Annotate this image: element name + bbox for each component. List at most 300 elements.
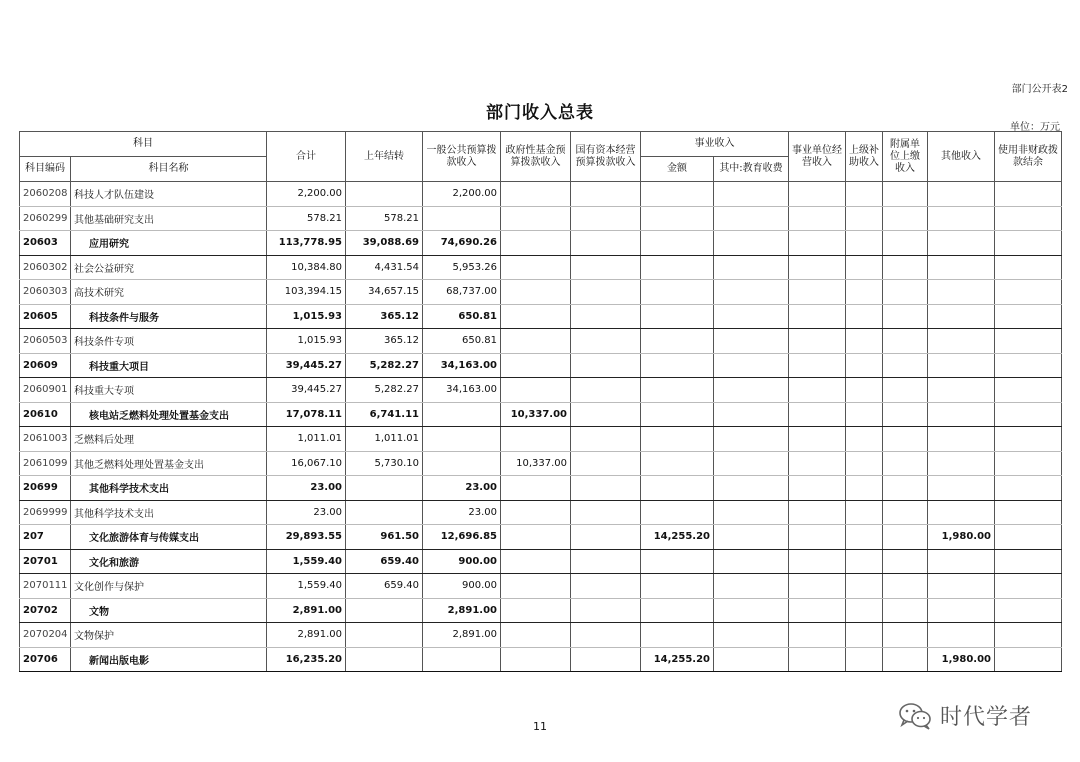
cell-total: 29,893.55 — [267, 525, 346, 550]
cell-aff — [883, 574, 928, 599]
cell-ops — [789, 231, 846, 256]
cell-ops — [789, 427, 846, 452]
cell-carry: 1,011.01 — [346, 427, 423, 452]
cell-ops — [789, 574, 846, 599]
cell-gen: 5,953.26 — [423, 255, 501, 280]
cell-aff — [883, 623, 928, 648]
cell-sub — [846, 500, 883, 525]
cell-carry — [346, 647, 423, 672]
cell-nf — [995, 598, 1062, 623]
header-amount: 金额 — [641, 157, 714, 182]
cell-name: 高技术研究 — [71, 280, 267, 305]
cell-name: 科技重大专项 — [71, 378, 267, 403]
cell-nf — [995, 427, 1062, 452]
cell-aff — [883, 378, 928, 403]
cell-sub — [846, 525, 883, 550]
cell-total: 16,067.10 — [267, 451, 346, 476]
cell-code: 207 — [20, 525, 71, 550]
cell-fund — [501, 280, 571, 305]
cell-carry: 365.12 — [346, 304, 423, 329]
cell-carry — [346, 500, 423, 525]
table-row — [20, 206, 1062, 231]
cell-nf — [995, 402, 1062, 427]
cell-sub — [846, 353, 883, 378]
cell-name: 文化和旅游 — [71, 549, 267, 574]
cell-amt — [641, 598, 714, 623]
cell-carry — [346, 598, 423, 623]
cell-edu — [714, 280, 789, 305]
cell-code: 2060503 — [20, 329, 71, 354]
cell-code: 20702 — [20, 598, 71, 623]
cell-edu — [714, 206, 789, 231]
cell-total: 23.00 — [267, 476, 346, 501]
cell-sub — [846, 476, 883, 501]
cell-code: 20603 — [20, 231, 71, 256]
income-table — [19, 131, 1062, 672]
cell-amt — [641, 427, 714, 452]
cell-fund — [501, 574, 571, 599]
table-row — [20, 329, 1062, 354]
cell-edu — [714, 476, 789, 501]
header-state-capital: 国有资本经营预算拨款收入 — [571, 132, 641, 182]
cell-amt — [641, 231, 714, 256]
cell-oth — [928, 427, 995, 452]
header-general-budget: 一般公共预算拨款收入 — [423, 132, 501, 182]
cell-gen — [423, 451, 501, 476]
cell-code: 2070111 — [20, 574, 71, 599]
cell-aff — [883, 647, 928, 672]
cell-edu — [714, 427, 789, 452]
cell-total: 1,559.40 — [267, 574, 346, 599]
table-row — [20, 353, 1062, 378]
cell-carry: 5,282.27 — [346, 353, 423, 378]
cell-code: 2060901 — [20, 378, 71, 403]
header-career-ops: 事业单位经营收入 — [789, 132, 846, 182]
cell-sc — [571, 476, 641, 501]
cell-aff — [883, 304, 928, 329]
table-row — [20, 500, 1062, 525]
cell-oth — [928, 378, 995, 403]
cell-ops — [789, 378, 846, 403]
cell-edu — [714, 353, 789, 378]
cell-aff — [883, 451, 928, 476]
cell-sc — [571, 598, 641, 623]
table-row — [20, 598, 1062, 623]
cell-aff — [883, 402, 928, 427]
cell-gen: 12,696.85 — [423, 525, 501, 550]
header-gov-fund: 政府性基金预算拨款收入 — [501, 132, 571, 182]
cell-ops — [789, 598, 846, 623]
cell-name: 其他基础研究支出 — [71, 206, 267, 231]
cell-fund — [501, 353, 571, 378]
cell-code: 20699 — [20, 476, 71, 501]
cell-carry: 659.40 — [346, 549, 423, 574]
table-row — [20, 623, 1062, 648]
cell-gen: 650.81 — [423, 304, 501, 329]
header-other-income: 其他收入 — [928, 132, 995, 182]
cell-edu — [714, 623, 789, 648]
cell-name: 文化创作与保护 — [71, 574, 267, 599]
cell-gen — [423, 427, 501, 452]
cell-edu — [714, 549, 789, 574]
cell-sub — [846, 574, 883, 599]
table-row — [20, 476, 1062, 501]
cell-sub — [846, 329, 883, 354]
cell-sub — [846, 280, 883, 305]
cell-edu — [714, 402, 789, 427]
cell-nf — [995, 451, 1062, 476]
cell-amt — [641, 206, 714, 231]
cell-sc — [571, 427, 641, 452]
cell-amt — [641, 353, 714, 378]
cell-fund — [501, 427, 571, 452]
cell-nf — [995, 329, 1062, 354]
cell-fund — [501, 304, 571, 329]
cell-amt: 14,255.20 — [641, 647, 714, 672]
cell-nf — [995, 304, 1062, 329]
cell-name: 其他科学技术支出 — [71, 476, 267, 501]
cell-code: 2060208 — [20, 182, 71, 207]
cell-amt — [641, 476, 714, 501]
cell-fund: 10,337.00 — [501, 451, 571, 476]
cell-sub — [846, 231, 883, 256]
cell-oth — [928, 329, 995, 354]
cell-total: 2,200.00 — [267, 182, 346, 207]
cell-aff — [883, 427, 928, 452]
cell-sub — [846, 255, 883, 280]
cell-aff — [883, 329, 928, 354]
cell-edu — [714, 182, 789, 207]
cell-oth — [928, 623, 995, 648]
header-subject: 科目 — [20, 132, 267, 157]
cell-amt — [641, 304, 714, 329]
cell-ops — [789, 623, 846, 648]
cell-aff — [883, 231, 928, 256]
cell-sub — [846, 427, 883, 452]
table-row — [20, 255, 1062, 280]
cell-sc — [571, 304, 641, 329]
cell-name: 核电站乏燃料处理处置基金支出 — [71, 402, 267, 427]
cell-sc — [571, 402, 641, 427]
cell-name: 其他科学技术支出 — [71, 500, 267, 525]
page-number: 11 — [533, 720, 547, 733]
cell-carry: 34,657.15 — [346, 280, 423, 305]
cell-nf — [995, 378, 1062, 403]
cell-carry: 365.12 — [346, 329, 423, 354]
cell-name: 文物 — [71, 598, 267, 623]
cell-code: 2061003 — [20, 427, 71, 452]
cell-code: 2069999 — [20, 500, 71, 525]
cell-sub — [846, 623, 883, 648]
cell-gen: 2,891.00 — [423, 598, 501, 623]
cell-sc — [571, 574, 641, 599]
cell-edu — [714, 451, 789, 476]
cell-aff — [883, 353, 928, 378]
cell-oth — [928, 500, 995, 525]
cell-sc — [571, 525, 641, 550]
cell-name: 文物保护 — [71, 623, 267, 648]
cell-gen: 68,737.00 — [423, 280, 501, 305]
cell-carry: 5,730.10 — [346, 451, 423, 476]
cell-sc — [571, 500, 641, 525]
cell-sc — [571, 549, 641, 574]
cell-aff — [883, 182, 928, 207]
cell-fund — [501, 549, 571, 574]
cell-carry — [346, 476, 423, 501]
cell-amt — [641, 402, 714, 427]
cell-oth — [928, 206, 995, 231]
cell-total: 2,891.00 — [267, 598, 346, 623]
cell-sc — [571, 255, 641, 280]
cell-nf — [995, 255, 1062, 280]
header-total: 合计 — [267, 132, 346, 182]
cell-nf — [995, 623, 1062, 648]
cell-nf — [995, 525, 1062, 550]
cell-sc — [571, 378, 641, 403]
cell-fund — [501, 255, 571, 280]
wechat-icon — [898, 701, 934, 731]
table-row — [20, 231, 1062, 256]
cell-sub — [846, 182, 883, 207]
cell-oth — [928, 231, 995, 256]
cell-oth — [928, 255, 995, 280]
cell-nf — [995, 574, 1062, 599]
cell-code: 20609 — [20, 353, 71, 378]
cell-fund — [501, 182, 571, 207]
cell-name: 乏燃料后处理 — [71, 427, 267, 452]
cell-total: 113,778.95 — [267, 231, 346, 256]
header-edu-fee: 其中:教育收费 — [714, 157, 789, 182]
cell-fund — [501, 500, 571, 525]
cell-name: 科技条件专项 — [71, 329, 267, 354]
table-row — [20, 280, 1062, 305]
cell-ops — [789, 451, 846, 476]
cell-sc — [571, 353, 641, 378]
cell-fund — [501, 525, 571, 550]
cell-aff — [883, 206, 928, 231]
cell-fund — [501, 647, 571, 672]
cell-edu — [714, 255, 789, 280]
cell-sub — [846, 598, 883, 623]
cell-sc — [571, 623, 641, 648]
cell-total: 578.21 — [267, 206, 346, 231]
cell-edu — [714, 574, 789, 599]
cell-aff — [883, 525, 928, 550]
cell-oth — [928, 549, 995, 574]
cell-name: 社会公益研究 — [71, 255, 267, 280]
cell-name: 科技人才队伍建设 — [71, 182, 267, 207]
cell-oth — [928, 402, 995, 427]
cell-gen: 650.81 — [423, 329, 501, 354]
cell-oth: 1,980.00 — [928, 525, 995, 550]
cell-fund — [501, 206, 571, 231]
cell-oth — [928, 598, 995, 623]
cell-total: 2,891.00 — [267, 623, 346, 648]
cell-aff — [883, 598, 928, 623]
table-body — [20, 182, 1062, 672]
cell-ops — [789, 255, 846, 280]
cell-carry: 39,088.69 — [346, 231, 423, 256]
cell-total: 10,384.80 — [267, 255, 346, 280]
cell-gen: 2,891.00 — [423, 623, 501, 648]
watermark — [898, 700, 1032, 731]
cell-gen: 2,200.00 — [423, 182, 501, 207]
cell-aff — [883, 255, 928, 280]
cell-edu — [714, 598, 789, 623]
cell-code: 2060303 — [20, 280, 71, 305]
table-row — [20, 647, 1062, 672]
cell-nf — [995, 476, 1062, 501]
cell-gen — [423, 206, 501, 231]
cell-fund: 10,337.00 — [501, 402, 571, 427]
cell-ops — [789, 549, 846, 574]
cell-amt — [641, 574, 714, 599]
cell-carry: 961.50 — [346, 525, 423, 550]
cell-amt: 14,255.20 — [641, 525, 714, 550]
table-header — [20, 132, 1062, 182]
cell-amt — [641, 500, 714, 525]
cell-ops — [789, 304, 846, 329]
cell-ops — [789, 647, 846, 672]
cell-oth — [928, 574, 995, 599]
cell-edu — [714, 500, 789, 525]
header-non-fiscal: 使用非财政拨款结余 — [995, 132, 1062, 182]
cell-ops — [789, 280, 846, 305]
cell-gen: 34,163.00 — [423, 353, 501, 378]
cell-sc — [571, 647, 641, 672]
cell-oth — [928, 451, 995, 476]
cell-amt — [641, 623, 714, 648]
cell-carry — [346, 623, 423, 648]
cell-fund — [501, 231, 571, 256]
cell-gen: 23.00 — [423, 500, 501, 525]
header-affiliated: 附属单位上缴收入 — [883, 132, 928, 182]
cell-amt — [641, 329, 714, 354]
watermark-text: 时代学者 — [940, 705, 1033, 730]
cell-gen — [423, 647, 501, 672]
cell-ops — [789, 329, 846, 354]
cell-aff — [883, 476, 928, 501]
cell-total: 39,445.27 — [267, 353, 346, 378]
cell-oth — [928, 353, 995, 378]
cell-gen: 74,690.26 — [423, 231, 501, 256]
cell-fund — [501, 476, 571, 501]
cell-oth — [928, 476, 995, 501]
cell-code: 2060302 — [20, 255, 71, 280]
cell-oth — [928, 280, 995, 305]
table-row — [20, 402, 1062, 427]
cell-total: 1,559.40 — [267, 549, 346, 574]
cell-sub — [846, 647, 883, 672]
cell-amt — [641, 255, 714, 280]
cell-total: 16,235.20 — [267, 647, 346, 672]
cell-nf — [995, 647, 1062, 672]
header-career-income: 事业收入 — [641, 132, 789, 157]
cell-oth: 1,980.00 — [928, 647, 995, 672]
cell-gen: 900.00 — [423, 574, 501, 599]
cell-aff — [883, 280, 928, 305]
unit-label: 单位：万元 — [1010, 122, 1060, 133]
cell-edu — [714, 329, 789, 354]
cell-nf — [995, 182, 1062, 207]
table-row — [20, 304, 1062, 329]
cell-sub — [846, 451, 883, 476]
cell-oth — [928, 304, 995, 329]
cell-name: 其他乏燃料处理处置基金支出 — [71, 451, 267, 476]
cell-sc — [571, 206, 641, 231]
cell-edu — [714, 304, 789, 329]
cell-fund — [501, 378, 571, 403]
cell-oth — [928, 182, 995, 207]
cell-gen: 34,163.00 — [423, 378, 501, 403]
cell-code: 20605 — [20, 304, 71, 329]
cell-nf — [995, 231, 1062, 256]
cell-sc — [571, 451, 641, 476]
cell-edu — [714, 647, 789, 672]
cell-edu — [714, 525, 789, 550]
cell-ops — [789, 476, 846, 501]
cell-total: 1,015.93 — [267, 329, 346, 354]
cell-total: 23.00 — [267, 500, 346, 525]
cell-carry: 578.21 — [346, 206, 423, 231]
cell-code: 20610 — [20, 402, 71, 427]
cell-total: 1,011.01 — [267, 427, 346, 452]
cell-carry: 659.40 — [346, 574, 423, 599]
cell-total: 1,015.93 — [267, 304, 346, 329]
cell-ops — [789, 353, 846, 378]
cell-name: 文化旅游体育与传媒支出 — [71, 525, 267, 550]
table-row — [20, 525, 1062, 550]
cell-nf — [995, 280, 1062, 305]
page-tag: 部门公开表2 — [1011, 84, 1068, 95]
cell-aff — [883, 549, 928, 574]
cell-fund — [501, 329, 571, 354]
cell-fund — [501, 623, 571, 648]
cell-sub — [846, 402, 883, 427]
cell-carry: 6,741.11 — [346, 402, 423, 427]
cell-code: 20701 — [20, 549, 71, 574]
cell-code: 2061099 — [20, 451, 71, 476]
header-name: 科目名称 — [71, 157, 267, 182]
cell-ops — [789, 500, 846, 525]
table-row — [20, 549, 1062, 574]
cell-gen — [423, 402, 501, 427]
cell-aff — [883, 500, 928, 525]
cell-nf — [995, 206, 1062, 231]
cell-name: 应用研究 — [71, 231, 267, 256]
cell-sub — [846, 206, 883, 231]
cell-ops — [789, 525, 846, 550]
cell-total: 39,445.27 — [267, 378, 346, 403]
cell-amt — [641, 378, 714, 403]
table-row — [20, 182, 1062, 207]
cell-gen: 23.00 — [423, 476, 501, 501]
cell-sc — [571, 280, 641, 305]
cell-total: 17,078.11 — [267, 402, 346, 427]
page-title: 部门收入总表 — [486, 103, 594, 123]
header-superior-subsidy: 上级补助收入 — [846, 132, 883, 182]
cell-sub — [846, 304, 883, 329]
cell-code: 2070204 — [20, 623, 71, 648]
table-row — [20, 451, 1062, 476]
header-code: 科目编码 — [20, 157, 71, 182]
cell-edu — [714, 231, 789, 256]
cell-name: 科技重大项目 — [71, 353, 267, 378]
cell-sub — [846, 378, 883, 403]
cell-amt — [641, 451, 714, 476]
table-row — [20, 427, 1062, 452]
cell-gen: 900.00 — [423, 549, 501, 574]
